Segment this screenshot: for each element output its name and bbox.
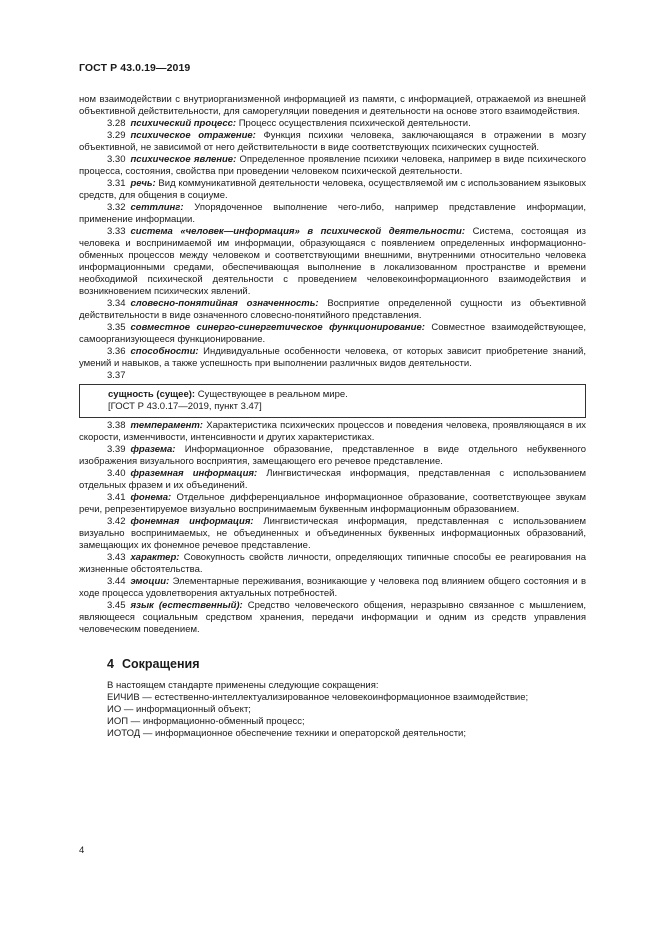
term-number: 3.34: [107, 298, 126, 309]
term-definition: Восприятие определенной сущности из объективной действительности в виде означенного словесно-понятийного представления.: [79, 298, 587, 321]
term-definition: Совместное взаимодействующее, самоорганизующееся функционирование.: [79, 322, 586, 345]
term-definition: Лингвистическая информация, представленная с использованием отдельных фразем и их объединений.: [79, 468, 587, 491]
term-entry: [79, 226, 586, 298]
term-entry: [79, 552, 586, 576]
term-number: 3.44: [107, 576, 126, 587]
term-name: характер:: [130, 552, 180, 563]
abbreviation-item: ЕИЧИВ — естественно-интеллектуализированное человекоинформационное взаимодействие;: [107, 692, 529, 703]
term-number: 3.40: [107, 468, 126, 479]
term-name: сеттлинг:: [130, 202, 184, 213]
term-entry: [79, 154, 586, 178]
term-definition: Средство человеческого общения, неразрывно связанное с мышлением, являющееся социальным средством хранения, передачи информации и одним из средств управления человеческим поведением.: [79, 600, 587, 635]
term-number: 3.28: [107, 118, 126, 129]
term-entry: [79, 492, 586, 516]
term-entry: [79, 444, 586, 468]
term-number: 3.29: [107, 130, 126, 141]
term-number: 3.45: [107, 600, 126, 611]
term-entry: [79, 130, 586, 154]
term-definition: Вид коммуникативной деятельности человека, осуществляемой им с использованием языковых средств, для общения в социуме.: [79, 178, 587, 201]
term-number: 3.43: [107, 552, 126, 563]
term-definition: Совокупность свойств личности, определяющих типичные способы ее реагирования на жизненные обстоятельства.: [79, 552, 587, 575]
term-entry: [79, 298, 586, 322]
term-entry: [79, 118, 586, 130]
abbreviation-item: ИОП — информационно-обменный процесс;: [107, 716, 305, 727]
term-entry: [79, 468, 586, 492]
term-entry: [79, 516, 586, 552]
term-name: фонема:: [130, 492, 172, 503]
term-number: 3.41: [107, 492, 126, 503]
term-definition: Функция психики человека, заключающаяся в отражении в мозгу объективной, не зависимой от него действительности в виде соответствующих психических сущностей.: [79, 130, 587, 153]
intro-paragraph: ном взаимодействии с внутриорганизменной информацией из памяти, с информацией, отражаемой из внешней объективной действительности, для саморегуляции поведения и деятельности на основе этого взаимодействия.: [79, 94, 586, 117]
term-entry: [79, 202, 586, 226]
term-number: 3.38: [107, 420, 126, 431]
term-name: язык (естественный):: [130, 600, 243, 611]
term-list-2: [79, 420, 586, 636]
term-name: система «человек—информация» в психической деятельности:: [130, 226, 466, 237]
term-number: 3.39: [107, 444, 126, 455]
section-heading: [107, 658, 586, 670]
abbreviation-item: ИО — информационный объект;: [107, 704, 251, 715]
document-body: [79, 94, 586, 740]
boxed-entry-number: 3.37: [107, 370, 126, 381]
term-definition: Определенное проявление психики человека, например в виде психического процесса, состояния, свойства при проведении человеком психической деятельности.: [79, 154, 586, 177]
boxed-entry-term: сущность (сущее):: [108, 389, 196, 400]
term-definition: Информационное образование, представленное в виде отдельного небуквенного изображения визуального восприятия, замещающего его речевое представление.: [79, 444, 586, 467]
term-name: речь:: [130, 178, 156, 189]
term-definition: Процесс осуществления психической деятельности.: [238, 118, 471, 129]
term-entry: [79, 346, 586, 370]
boxed-entry-reference: [ГОСТ Р 43.0.17—2019, пункт 3.47]: [108, 401, 262, 412]
page-number: 4: [79, 845, 85, 856]
term-name: фразема:: [130, 444, 176, 455]
term-name: эмоции:: [130, 576, 170, 587]
term-name: совместное синерго-синергетическое функционирование:: [130, 322, 425, 333]
term-number: 3.33: [107, 226, 126, 237]
term-number: 3.30: [107, 154, 126, 165]
term-name: психический процесс:: [130, 118, 237, 129]
term-definition: Лингвистическая информация, представленная с использованием визуально воспринимаемых, не объединенных и объединенных буквенных информационных образований, замещающих их фонемное речевое представление.: [79, 516, 587, 551]
term-definition: Упорядоченное выполнение чего-либо, например представление информации, применение информации.: [79, 202, 587, 225]
term-list-1: [79, 118, 586, 370]
abbreviations-list: [79, 692, 586, 740]
term-name: фонемная информация:: [130, 516, 254, 527]
boxed-entry-definition: Существующее в реальном мире.: [197, 389, 348, 400]
term-number: 3.42: [107, 516, 126, 527]
section-number: 4: [107, 657, 114, 671]
term-definition: Характеристика психических процессов и поведения человека, проявляющаяся в их скорости, изменчивости, интенсивности и других характеристиках.: [79, 420, 586, 443]
term-definition: Система, состоящая из человека и воспринимаемой им информации, образующаяся с появлением определенных информационно-обменных процессов между человеком и соответствующими внешними, внутренними относительно человека информационными средами, обеспечивающая выполнение в локализованном пространстве и времени необходимой психической деятельности с проведением человекоинформационного взаимодействия и возникновением психических явлений.: [79, 226, 586, 297]
term-number: 3.36: [107, 346, 126, 357]
term-entry: [79, 322, 586, 346]
term-entry: [79, 600, 586, 636]
boxed-entry-frame: [79, 384, 586, 418]
abbreviation-item: ИОТОД — информационное обеспечение техники и операторской деятельности;: [107, 728, 466, 739]
term-entry: [79, 178, 586, 202]
term-definition: Элементарные переживания, возникающие у человека под влиянием общего состояния и в ходе процесса удовлетворения актуальных потребностей.: [79, 576, 586, 599]
term-name: психическое отражение:: [130, 130, 256, 141]
term-name: темперамент:: [130, 420, 203, 431]
term-definition: Отдельное дифференциальное информационное образование, соответствующее звукам речи, репрезентируемое визуально воспринимаемым буквенным информационным образованием.: [79, 492, 587, 515]
term-name: словесно-понятийная означенность:: [130, 298, 319, 309]
term-entry: [79, 420, 586, 444]
term-definition: Индивидуальные особенности человека, от которых зависит приобретение знаний, умений и навыков, а также успешность при выполнении различных видов деятельности.: [79, 346, 586, 369]
boxed-entry: [79, 370, 586, 418]
term-number: 3.35: [107, 322, 126, 333]
term-number: 3.32: [107, 202, 126, 213]
term-number: 3.31: [107, 178, 126, 189]
term-name: фраземная информация:: [130, 468, 258, 479]
term-name: психическое явление:: [130, 154, 237, 165]
abbreviations-intro: В настоящем стандарте применены следующие сокращения:: [107, 680, 379, 691]
term-entry: [79, 576, 586, 600]
document-header: ГОСТ Р 43.0.19—2019: [79, 62, 191, 74]
section-title: Сокращения: [121, 657, 200, 671]
term-name: способности:: [130, 346, 199, 357]
